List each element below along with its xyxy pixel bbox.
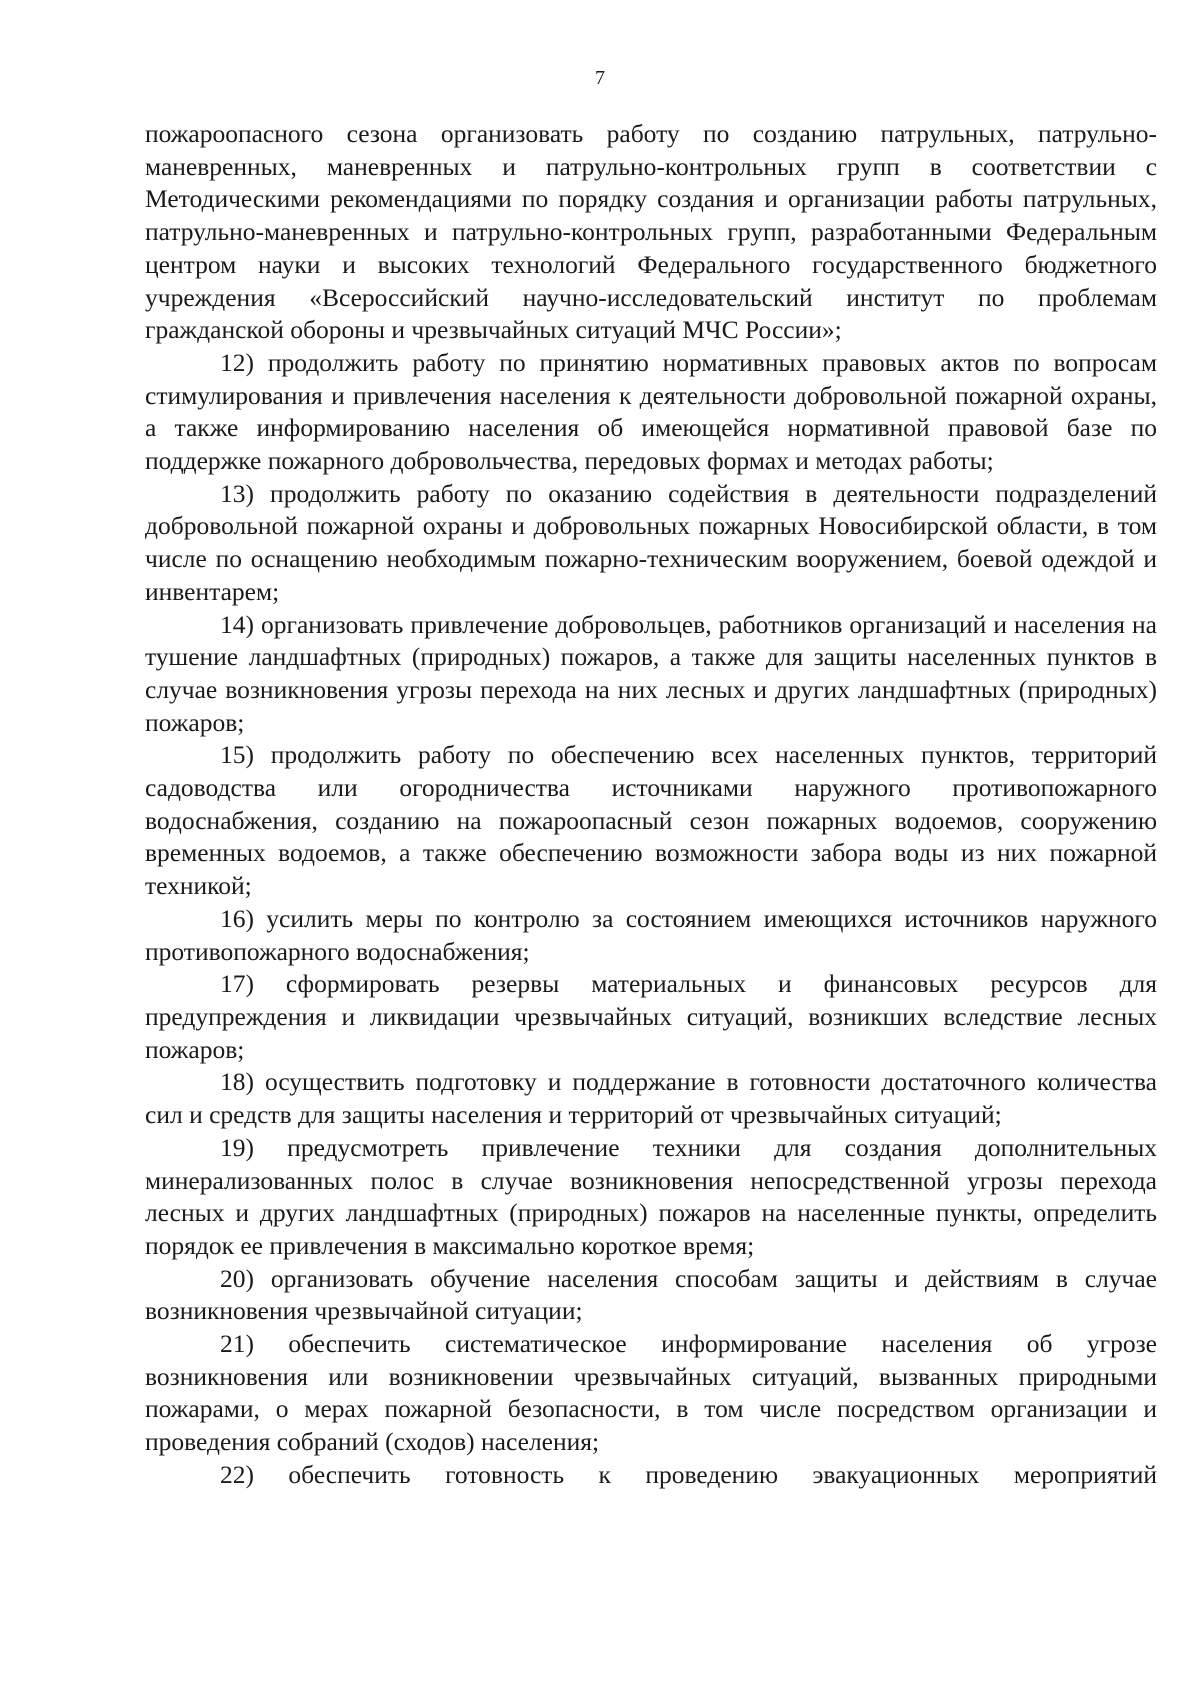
paragraph-item-22: 22) обеспечить готовность к проведению эвакуационных мероприятий [220,1459,1157,1489]
paragraph-item-20: 20) организовать обучение населения способам защиты и действиям в случае возникновения чрезвычайной ситуации; [145,1263,1157,1326]
document-body [145,118,1157,1492]
paragraph-item-14: 14) организовать привлечение добровольцев, работников организаций и населения на тушение ландшафтных (природных) пожаров, а также для защиты населенных пунктов в случае возникновения угрозы перехода на них лесных и других ландшафтных (природных) пожаров; [145,609,1157,737]
paragraph-item-19: 19) предусмотреть привлечение техники для создания дополнительных минерализованных полос в случае возникновения непосредственной угрозы перехода лесных и других ландшафтных (природных) пожаров на населенные пункты, определить порядок ее привлечения в максимально короткое время; [145,1132,1157,1260]
paragraph-item-13: 13) продолжить работу по оказанию содействия в деятельности подразделений добровольной пожарной охраны и добровольных пожарных Новосибирской области, в том числе по оснащению необходимым пожарно-техническим вооружением, боевой одеждой и инвентарем; [145,478,1157,606]
paragraph-continuation: пожароопасного сезона организовать работу по созданию патрульных, патрульно-маневренных, маневренных и патрульно-контрольных групп в соответствии с Методическими рекомендациями по порядку создания и организации работы патрульных, патрульно-маневренных и патрульно-контрольных групп, разработанными Федеральным центром науки и высоких технологий Федерального государственного бюджетного учреждения «Всероссийский научно-исследовательский институт по проблемам гражданской обороны и чрезвычайных ситуаций МЧС России»; [145,119,1157,345]
paragraph-item-21: 21) обеспечить систематическое информирование населения об угрозе возникновения или возникновении чрезвычайных ситуаций, вызванных природными пожарами, о мерах пожарной безопасности, в том числе посредством организации и проведения собраний (сходов) населения; [145,1329,1157,1457]
page-number: 7 [595,67,605,89]
paragraph-item-15: 15) продолжить работу по обеспечению всех населенных пунктов, территорий садоводства или огородничества источниками наружного противопожарного водоснабжения, созданию на пожароопасный сезон пожарных водоемов, сооружению временных водоемов, а также обеспечению возможности забора воды из них пожарной техникой; [145,740,1157,901]
paragraph-item-16: 16) усилить меры по контролю за состоянием имеющихся источников наружного противопожарного водоснабжения; [145,903,1157,966]
paragraph-item-12: 12) продолжить работу по принятию нормативных правовых актов по вопросам стимулирования и привлечения населения к деятельности добровольной пожарной охраны, а также информированию населения об имеющейся нормативной правовой базе по поддержке пожарного добровольчества, передовых формах и методах работы; [145,347,1157,476]
paragraph-item-17: 17) сформировать резервы материальных и финансовых ресурсов для предупреждения и ликвидации чрезвычайных ситуаций, возникших вследствие лесных пожаров; [145,969,1157,1064]
paragraph-item-18: 18) осуществить подготовку и поддержание в готовности достаточного количества сил и средств для защиты населения и территорий от чрезвычайных ситуаций; [145,1067,1157,1130]
